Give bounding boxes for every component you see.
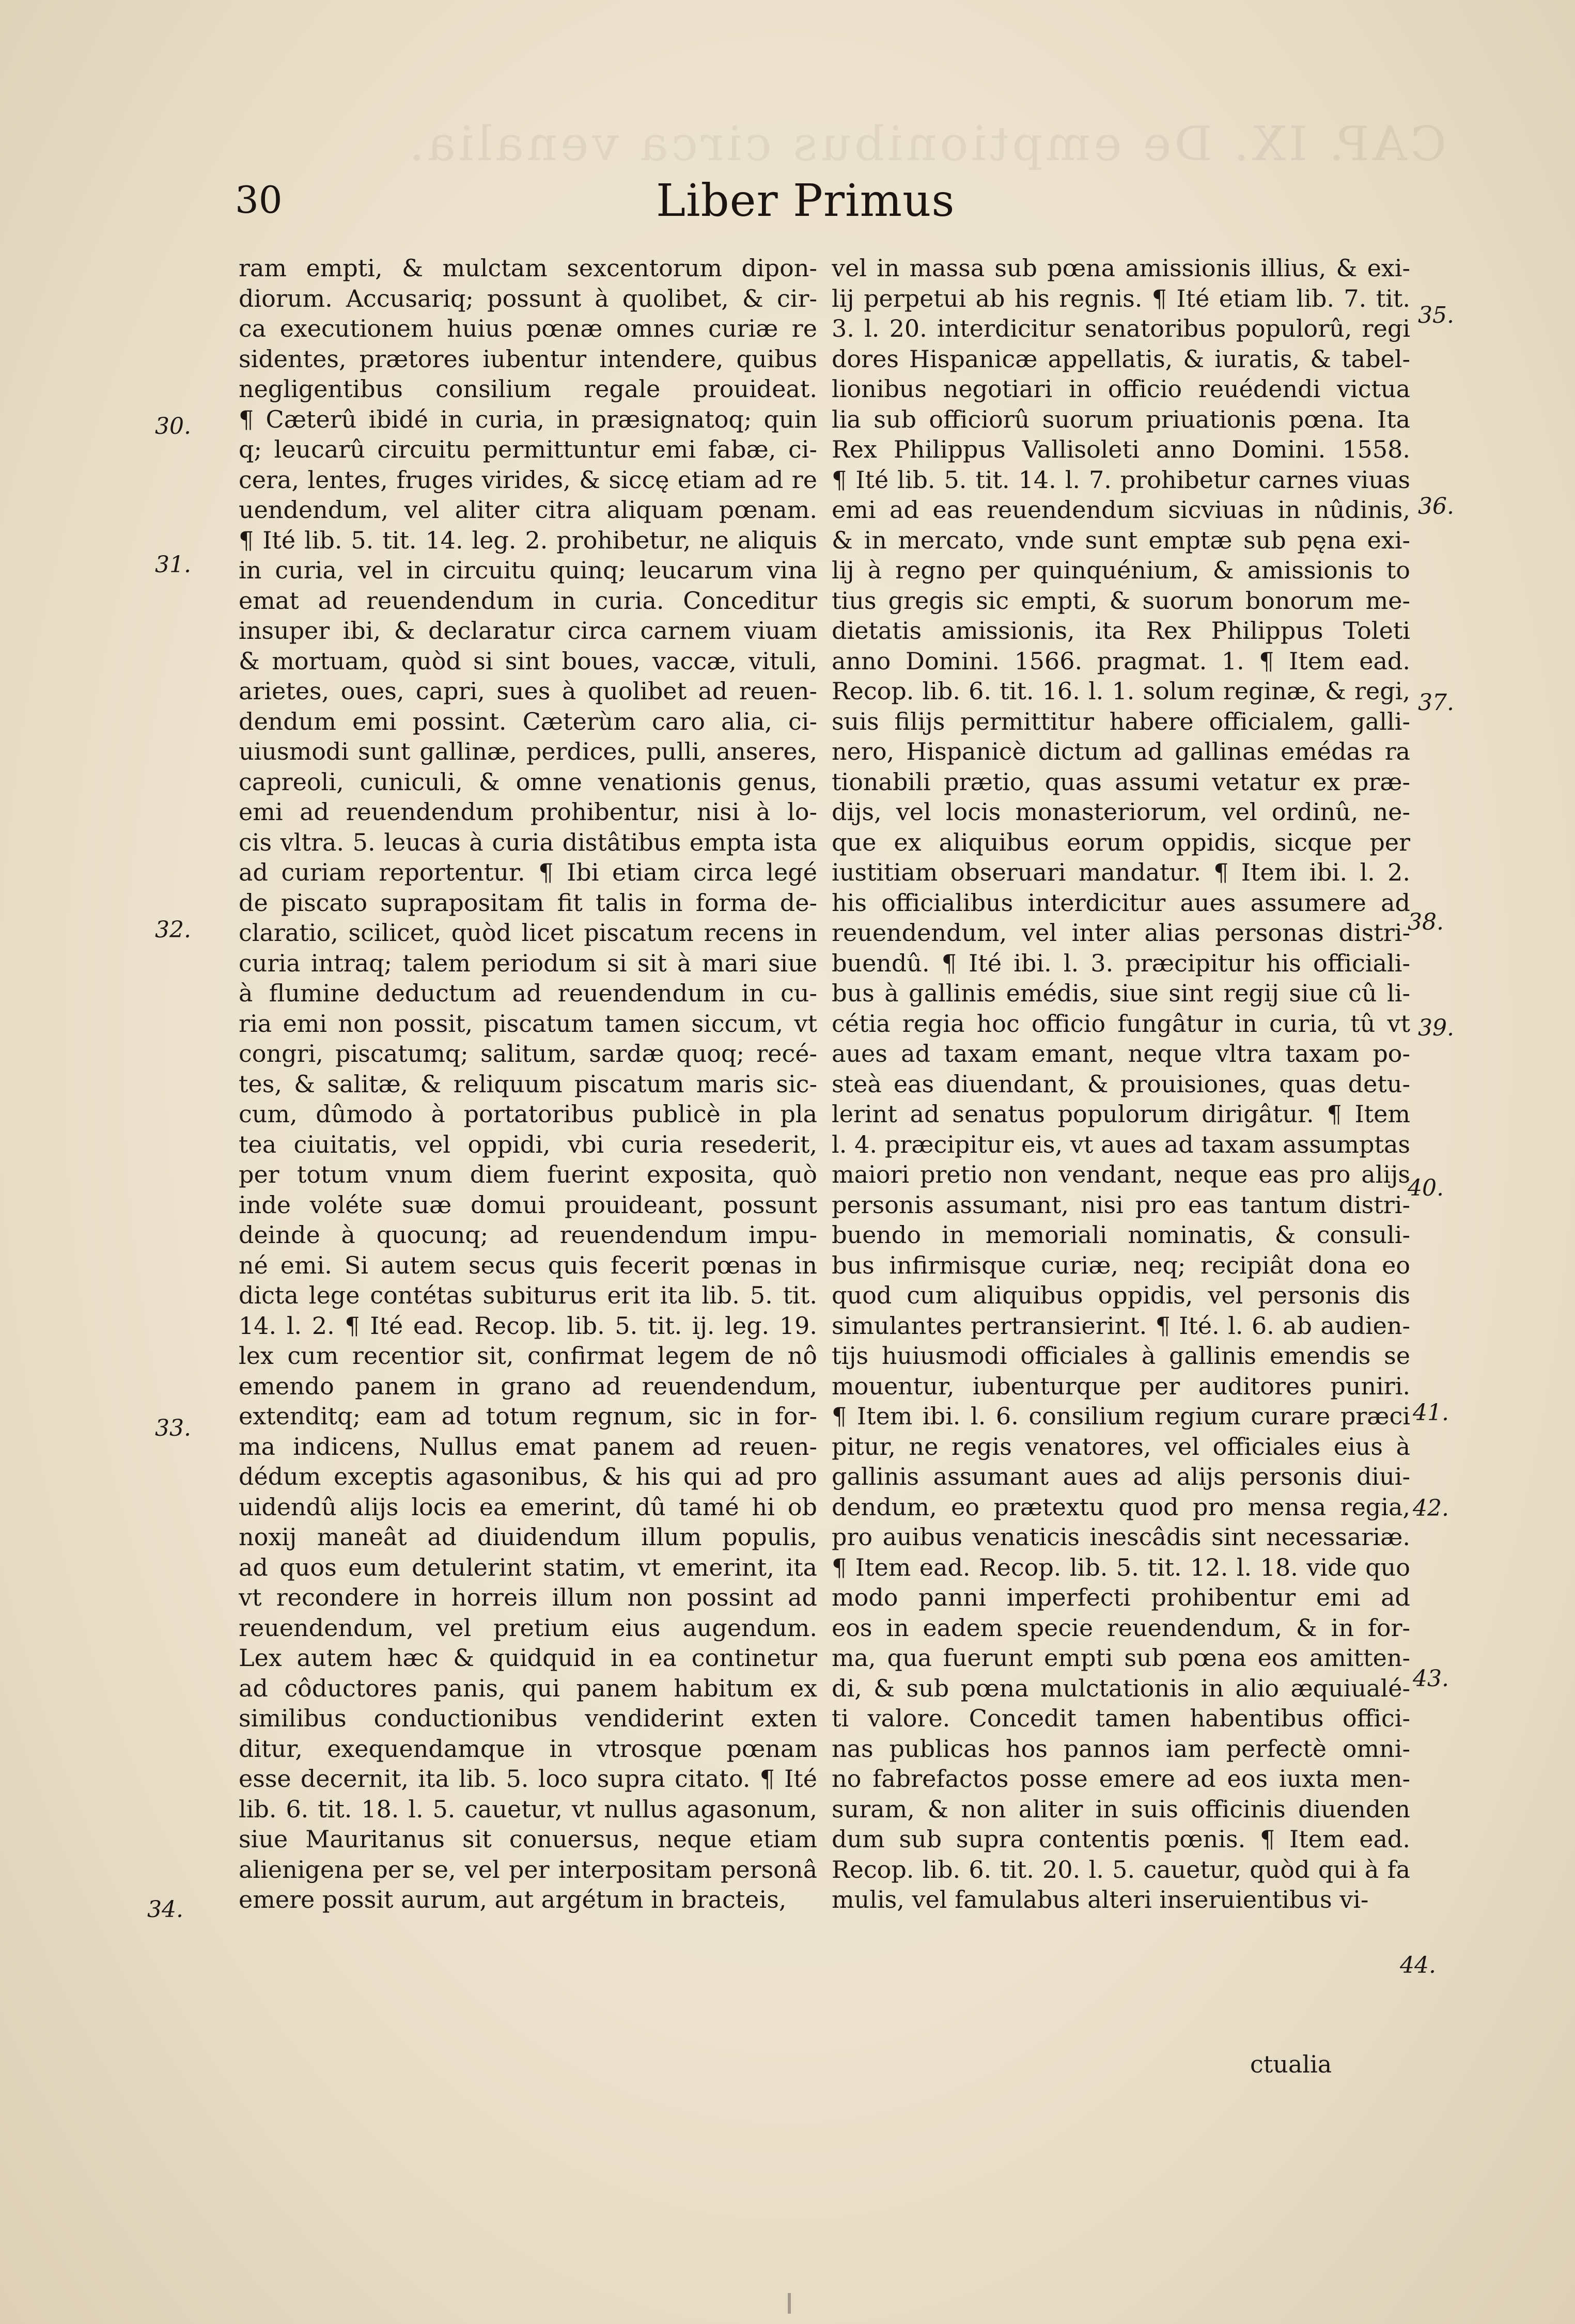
text-line: dijs, vel locis monasteriorum, vel ordinû, ne- (832, 798, 1410, 826)
text-line: negligentibus consilium regale prouideat. (239, 375, 817, 403)
text-line: cum, dûmodo à portatoribus publicè in pla (239, 1100, 817, 1128)
text-line: lib. 6. tit. 18. l. 5. cauetur, vt nullus agasonum, (239, 1795, 817, 1823)
text-line: ¶ Cæterû ibidé in curia, in præsignatoq; quin (239, 405, 817, 433)
text-line: emi ad reuendendum prohibentur, nisi à lo- (239, 798, 817, 826)
text-line: Lex autem hæc & quidquid in ea continetur (239, 1644, 817, 1672)
text-line: q; leucarû circuitu permittuntur emi fabæ, ci- (239, 435, 817, 463)
margin-number: 39. (1418, 1015, 1454, 1041)
text-line: né emi. Si autem secus quis fecerit pœnas in (239, 1251, 817, 1279)
text-line: emat ad reuendendum in curia. Conceditur (239, 586, 817, 615)
text-line: noxij maneât ad diuidendum illum populis, (239, 1523, 817, 1551)
show-through-text: CAP. IX. De emptionibus circa venalia. (406, 116, 1446, 171)
margin-number: 32. (155, 917, 191, 943)
text-line: sidentes, prætores iubentur intendere, quibus (239, 344, 817, 373)
text-line: buendû. ¶ Ité ibi. l. 3. præcipitur his officiali- (832, 949, 1410, 977)
margin-number: 43. (1413, 1666, 1449, 1692)
text-line: dores Hispanicæ appellatis, & iuratis, & tabel- (832, 344, 1410, 373)
text-line: arietes, oues, capri, sues à quolibet ad reuen- (239, 677, 817, 705)
text-line: ria emi non possit, piscatum tamen siccum, vt (239, 1009, 817, 1038)
text-line: uiusmodi sunt gallinæ, perdices, pulli, anseres, (239, 737, 817, 765)
text-line: insuper ibi, & declaratur circa carnem viuam (239, 617, 817, 645)
text-line: bus à gallinis emédis, siue sint regij siue cû li- (832, 979, 1410, 1007)
text-line: no fabrefactos posse emere ad eos iuxta men- (832, 1765, 1410, 1793)
text-line: iustitiam obseruari mandatur. ¶ Item ibi. l. 2. (832, 858, 1410, 886)
margin-number: 38. (1408, 909, 1444, 935)
text-line: ¶ Ité lib. 5. tit. 14. l. 7. prohibetur carnes viuas (832, 465, 1410, 494)
text-line: di, & sub pœna mulctationis in alio æquiualé- (832, 1674, 1410, 1702)
margin-number: 31. (155, 552, 191, 578)
text-line: mulis, vel famulabus alteri inseruientibus vi- (832, 1886, 1369, 1913)
text-line: lex cum recentior sit, confirmat legem de nô (239, 1342, 817, 1370)
margin-number: 44. (1400, 1952, 1436, 1978)
text-line: anno Domini. 1566. pragmat. 1. ¶ Item ead. (832, 647, 1410, 675)
text-line: tijs huiusmodi officiales à gallinis emendis se (832, 1342, 1410, 1370)
text-line: Rex Philippus Vallisoleti anno Domini. 1558. (832, 435, 1410, 463)
text-line: emi ad eas reuendendum sicviuas in nûdinis, (832, 496, 1410, 524)
text-line: alienigena per se, vel per interpositam personâ (239, 1855, 817, 1883)
left-text-column (239, 253, 817, 1915)
text-line: pro auibus venaticis inescâdis sint necessariæ. (832, 1523, 1410, 1551)
margin-number: 40. (1408, 1175, 1444, 1201)
margin-number: 33. (155, 1415, 191, 1441)
text-line: ad quos eum detulerint statim, vt emerint, ita (239, 1553, 817, 1581)
running-title: Liber Primus (656, 175, 955, 227)
page-header (0, 175, 1575, 235)
text-line: lij à regno per quinquénium, & amissionis to (832, 556, 1410, 584)
margin-number: 30. (155, 413, 191, 439)
text-line: curia intraq; talem periodum si sit à mari siue (239, 949, 817, 977)
text-line: maiori pretio non vendant, neque eas pro alijs (832, 1160, 1410, 1188)
text-line: l. 4. præcipitur eis, vt aues ad taxam assumptas (832, 1130, 1410, 1158)
text-line: congri, piscatumq; salitum, sardæ quoq; recé- (239, 1040, 817, 1067)
text-line: 3. l. 20. interdicitur senatoribus populorû, regi (832, 315, 1410, 342)
text-line: ad côductores panis, qui panem habitum ex (239, 1674, 817, 1702)
text-line: deinde à quocunq; ad reuendendum impu- (239, 1221, 817, 1249)
text-line: vt recondere in horreis illum non possint ad (239, 1583, 817, 1611)
gutter-mark (788, 2293, 791, 2314)
text-line: eos in eadem specie reuendendum, & in for- (832, 1613, 1410, 1642)
text-line: lerint ad senatus populorum dirigâtur. ¶ Item (832, 1100, 1410, 1128)
text-line: dédum exceptis agasonibus, & his qui ad pro (239, 1463, 817, 1490)
text-line: per totum vnum diem fuerint exposita, quò (239, 1160, 817, 1188)
margin-number: 42. (1413, 1495, 1449, 1521)
text-line: extenditq; eam ad totum regnum, sic in for- (239, 1402, 817, 1430)
text-line: nero, Hispanicè dictum ad gallinas emédas ra (832, 737, 1410, 765)
text-line: dietatis amissionis, ita Rex Philippus Toleti (832, 617, 1410, 645)
text-line: vel in massa sub pœna amissionis illius, & exi- (832, 254, 1410, 282)
text-line: suram, & non aliter in suis officinis diuenden (832, 1795, 1410, 1823)
text-line: simulantes pertransierint. ¶ Ité. l. 6. ab audien- (832, 1311, 1410, 1340)
text-line: gallinis assumant aues ad alijs personis diui- (832, 1463, 1410, 1490)
text-line: & mortuam, quòd si sint boues, vaccæ, vituli, (239, 647, 817, 675)
text-line: 14. l. 2. ¶ Ité ead. Recop. lib. 5. tit. ij. leg. 19. (239, 1311, 817, 1340)
text-line: mouentur, iubenturque per auditores puniri. (832, 1372, 1410, 1400)
text-line: tionabili prætio, quas assumi vetatur ex præ- (832, 767, 1410, 796)
text-line: tes, & salitæ, & reliquum piscatum maris sic- (239, 1070, 817, 1098)
text-line: inde voléte suæ domui prouideant, possunt (239, 1190, 817, 1219)
text-line: ma indicens, Nullus emat panem ad reuen- (239, 1432, 817, 1461)
text-line: emere possit aurum, aut argétum in bracteis, (239, 1886, 787, 1913)
text-line: Recop. lib. 6. tit. 16. l. 1. solum reginæ, & regi, (832, 677, 1410, 705)
text-line: nas publicas hos pannos iam perfectè omni- (832, 1734, 1410, 1763)
text-line: tius gregis sic empti, & suorum bonorum me- (832, 586, 1410, 615)
text-line: ditur, exequendamque in vtrosque pœnam (239, 1734, 817, 1763)
text-line: dendum, eo prætextu quod pro mensa regia, (832, 1493, 1410, 1521)
text-line: claratio, scilicet, quòd licet piscatum recens in (239, 919, 817, 947)
text-line: & in mercato, vnde sunt emptæ sub pęna exi- (832, 526, 1410, 554)
text-line: cis vltra. 5. leucas à curia distâtibus empta ista (239, 828, 817, 856)
right-text-column (832, 253, 1410, 1915)
text-line: dendum emi possint. Cæterùm caro alia, ci- (239, 707, 817, 735)
text-line: diorum. Accusariq; possunt à quolibet, & cir- (239, 284, 817, 312)
text-line: uidendû alijs locis ea emerint, dû tamé hi ob (239, 1493, 817, 1521)
text-line: quod cum aliquibus oppidis, vel personis dis (832, 1281, 1410, 1309)
text-line: cétia regia hoc officio fungâtur in curia, tû vt (832, 1009, 1410, 1038)
text-line: siue Mauritanus sit conuersus, neque etiam (239, 1825, 817, 1853)
text-line: ad curiam reportentur. ¶ Ibi etiam circa legé (239, 858, 817, 886)
text-line: steà eas diuendant, & prouisiones, quas detu- (832, 1070, 1410, 1098)
text-line: personis assumant, nisi pro eas tantum distri- (832, 1190, 1410, 1219)
text-line: ¶ Item ead. Recop. lib. 5. tit. 12. l. 18. vide quo (832, 1553, 1410, 1581)
text-line: his officialibus interdicitur aues assumere ad (832, 888, 1410, 917)
folio-number: 30 (235, 178, 283, 222)
margin-number: 37. (1418, 689, 1454, 716)
text-line: pitur, ne regis venatores, vel officiales eius à (832, 1432, 1410, 1461)
margin-number: 41. (1413, 1400, 1449, 1426)
text-line: modo panni imperfecti prohibentur emi ad (832, 1583, 1410, 1611)
text-line: ¶ Item ibi. l. 6. consilium regium curare præci (832, 1402, 1410, 1430)
text-line: capreoli, cuniculi, & omne venationis genus, (239, 767, 817, 796)
text-line: reuendendum, vel inter alias personas distri- (832, 919, 1410, 947)
text-line: dum sub supra contentis pœnis. ¶ Item ead. (832, 1825, 1410, 1853)
text-line: lia sub officiorû suorum priuationis pœna. Ita (832, 405, 1410, 433)
text-line: uendendum, vel aliter citra aliquam pœnam. (239, 496, 817, 524)
text-line: buendo in memoriali nominatis, & consuli- (832, 1221, 1410, 1249)
margin-number: 34. (147, 1896, 183, 1923)
margin-number: 36. (1418, 493, 1454, 520)
text-line: similibus conductionibus vendiderint exten (239, 1704, 817, 1732)
text-line: lij perpetui ab his regnis. ¶ Ité etiam lib. 7. tit. (832, 284, 1410, 312)
text-line: que ex aliquibus eorum oppidis, sicque per (832, 828, 1410, 856)
text-line: ti valore. Concedit tamen habentibus offici- (832, 1704, 1410, 1732)
text-line: tea ciuitatis, vel oppidi, vbi curia resederit, (239, 1130, 817, 1158)
text-line: ca executionem huius pœnæ omnes curiæ re (239, 315, 817, 342)
margin-number: 35. (1418, 302, 1454, 328)
text-line: bus infirmisque curiæ, neq; recipiât dona eo (832, 1251, 1410, 1279)
text-line: aues ad taxam emant, neque vltra taxam po- (832, 1040, 1410, 1067)
text-line: de piscato suprapositam fit talis in forma de- (239, 888, 817, 917)
text-line: esse decernit, ita lib. 5. loco supra citato. ¶ Ité (239, 1765, 817, 1793)
text-line: ¶ Ité lib. 5. tit. 14. leg. 2. prohibetur, ne aliquis (239, 526, 817, 554)
text-line: reuendendum, vel pretium eius augendum. (239, 1613, 817, 1642)
text-line: à flumine deductum ad reuendendum in cu- (239, 979, 817, 1007)
text-line: ma, qua fuerunt empti sub pœna eos amitten- (832, 1644, 1410, 1672)
text-line: dicta lege contétas subiturus erit ita lib. 5. tit. (239, 1281, 817, 1309)
text-line: suis filijs permittitur habere officialem, galli- (832, 707, 1410, 735)
text-line: cera, lentes, fruges virides, & siccę etiam ad re (239, 465, 817, 494)
text-line: ram empti, & mulctam sexcentorum dipon- (239, 254, 817, 282)
text-line: in curia, vel in circuitu quinq; leucarum vina (239, 556, 817, 584)
text-line: emendo panem in grano ad reuendendum, (239, 1372, 817, 1400)
text-line: lionibus negotiari in officio reuédendi victua (832, 375, 1410, 403)
text-line: Recop. lib. 6. tit. 20. l. 5. cauetur, quòd qui à fa (832, 1855, 1410, 1883)
catchword: ctualia (1250, 2050, 1332, 2078)
